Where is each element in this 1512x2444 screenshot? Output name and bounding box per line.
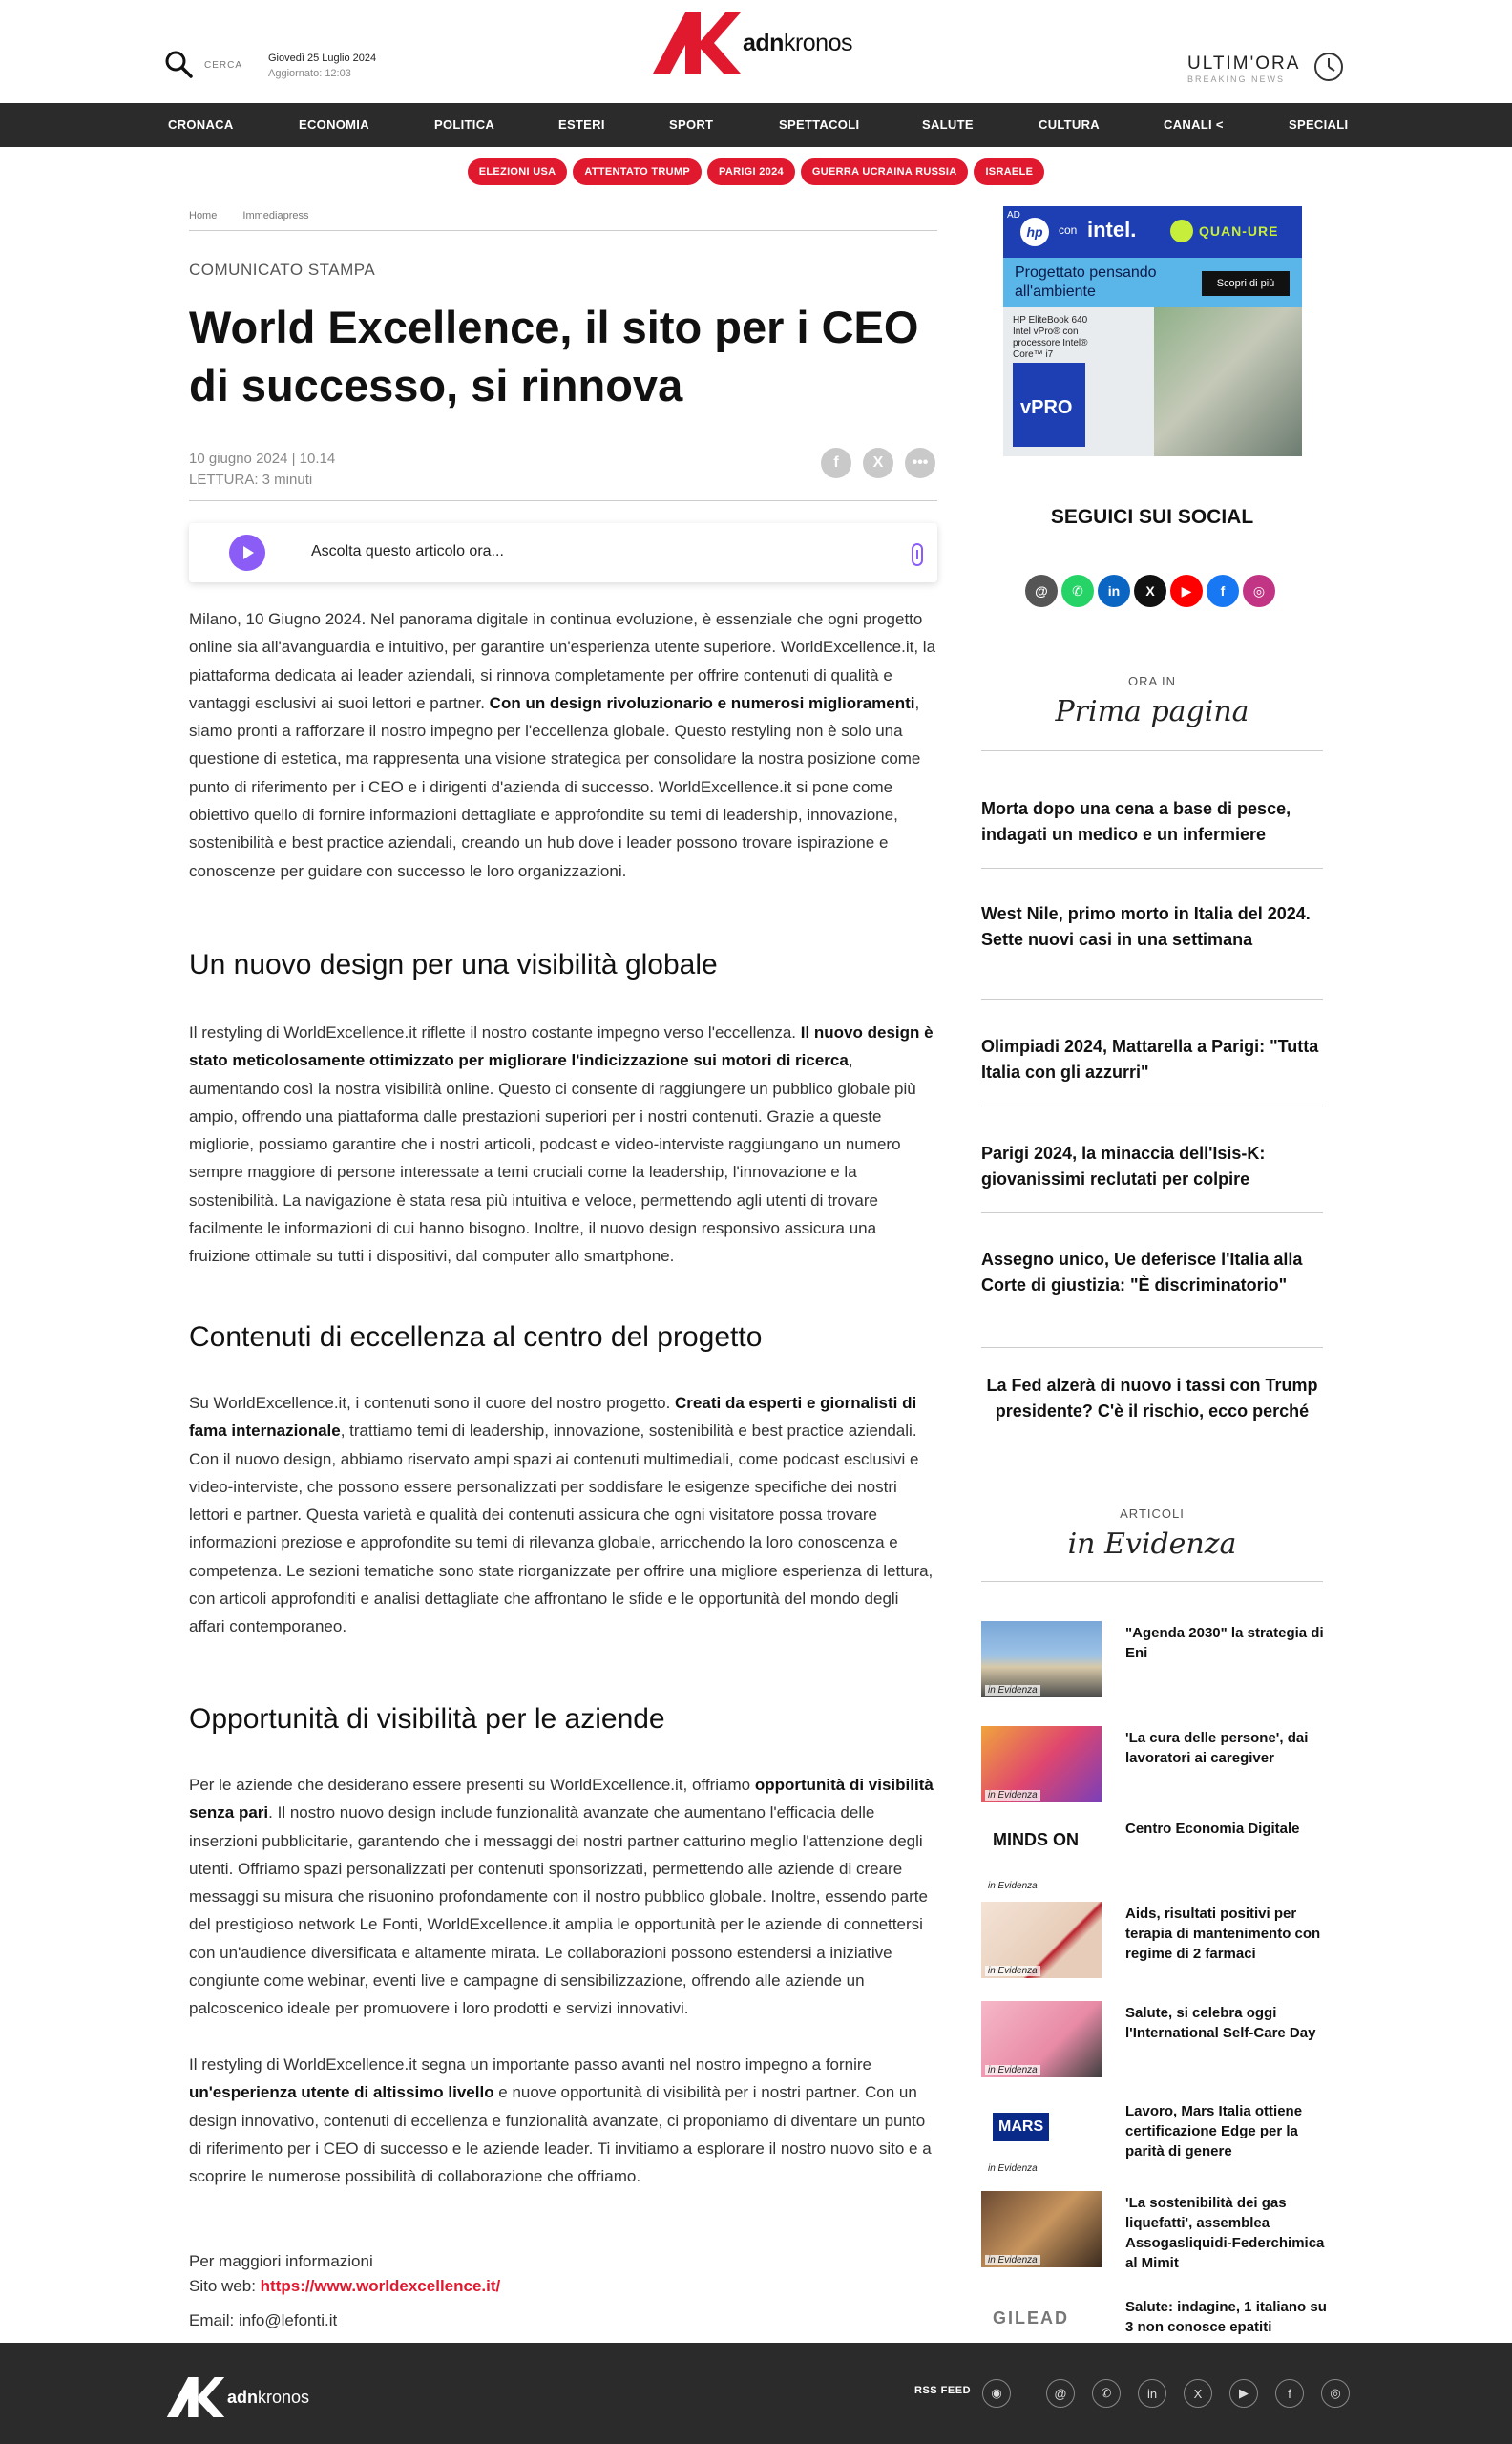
- article-title: World Excellence, il sito per i CEO di successo, si rinnova: [189, 302, 919, 411]
- website-label: Sito web:: [189, 2277, 261, 2295]
- evidenza-thumbnail[interactable]: [981, 1726, 1102, 1802]
- audio-player[interactable]: [189, 523, 937, 582]
- hot-topics: [0, 158, 1512, 185]
- threads-icon[interactable]: @: [1025, 575, 1058, 607]
- evidenza-title[interactable]: 'La sostenibilità dei gas liquefatti', assemblea Assogasliquidi-Federchimica al Mimit: [1125, 2195, 1325, 2271]
- evidenza-title[interactable]: Centro Economia Digitale: [1125, 1821, 1300, 1837]
- nav-item-politica[interactable]: POLITICA: [434, 117, 495, 132]
- contact-info: [189, 2249, 937, 2333]
- evidenza-title[interactable]: "Agenda 2030" la strategia di Eni: [1125, 1625, 1324, 1661]
- evidenza-badge: in Evidenza: [985, 1685, 1040, 1696]
- divider: [981, 999, 1323, 1000]
- rss-label[interactable]: RSS FEED: [914, 2385, 972, 2396]
- text-bold: Il nuovo design è stato meticolosamente ottimizzato per migliorare l'indicizzazione sui motori di ricerca: [189, 1023, 934, 1070]
- evidenza-thumbnail[interactable]: [981, 2191, 1102, 2267]
- evidenza-item[interactable]: [981, 2001, 1323, 2087]
- nav-item-economia[interactable]: ECONOMIA: [299, 117, 369, 132]
- evidenza-title[interactable]: Salute: indagine, 1 italiano su 3 non conosce epatiti: [1125, 2299, 1327, 2335]
- search-label[interactable]: CERCA: [204, 60, 243, 71]
- nav-item-salute[interactable]: SALUTE: [922, 117, 974, 132]
- evidenza-logo: MARS: [993, 2113, 1049, 2141]
- site-logo[interactable]: [653, 10, 852, 76]
- audio-brand-icon: [911, 542, 924, 567]
- evidenza-logo: MINDS ON: [993, 1830, 1079, 1849]
- evidenza-item[interactable]: [981, 1621, 1323, 1707]
- breadcrumb-home[interactable]: Home: [189, 210, 218, 221]
- site-header: [0, 0, 1512, 103]
- text-bold: un'esperienza utente di altissimo livello: [189, 2083, 494, 2102]
- evidenza-title[interactable]: Lavoro, Mars Italia ottiene certificazione Edge per la parità di genere: [1125, 2103, 1303, 2160]
- x-icon[interactable]: X: [1134, 575, 1166, 607]
- social-links: [1025, 575, 1275, 607]
- news-item[interactable]: Morta dopo una cena a base di pesce, indagati un medico e un infermiere: [981, 799, 1292, 844]
- paragraph-2: [189, 1019, 937, 1271]
- divider: [981, 1212, 1323, 1213]
- evidenza-thumbnail[interactable]: [981, 1817, 1102, 1893]
- evidenza-badge: in Evidenza: [985, 1966, 1040, 1976]
- footer-logo[interactable]: [166, 2377, 309, 2417]
- youtube-icon[interactable]: ▶: [1170, 575, 1203, 607]
- article-kicker: COMUNICATO STAMPA: [189, 261, 376, 279]
- ad-brand-con: con: [1059, 223, 1078, 237]
- ad-brand-intel: intel.: [1087, 218, 1137, 242]
- text-run: Il restyling di WorldExcellence.it riflette il nostro costante impegno verso l'eccellenza.: [189, 1023, 801, 1042]
- evidenza-logo: GILEAD: [993, 2308, 1070, 2328]
- ad-visual: [1003, 307, 1302, 456]
- evidenza-item[interactable]: [981, 1902, 1323, 1988]
- ad-tag: AD: [1007, 210, 1020, 221]
- ad-brand-quanture: QUAN-URE: [1199, 223, 1279, 239]
- text-bold: opportunità di visibilità senza pari: [189, 1776, 934, 1822]
- evidenza-title[interactable]: Aids, risultati positivi per terapia di mantenimento con regime di 2 farmaci: [1125, 1906, 1321, 1962]
- evidenza-badge: in Evidenza: [985, 1790, 1040, 1801]
- section-heading: Un nuovo design per una visibilità globale: [189, 949, 718, 980]
- text-run: , trattiamo temi di leadership, innovazione, sostenibilità e best practice aziendali. Con il nuovo design, abbiamo riservato ampi spazi ai contenuti multimediali, come podcast esclusivi e video-interviste, che possono essere personalizzati per soddisfare le esigenze specifiche dei nostri lettori e partner. Questa varietà e qualità dei contenuti assicura che ogni visitatore possa trovare informazioni preziose e approfondite su temi di rilevanza globale, arricchendo la loro conoscenza e competenza. Le sezioni tematiche sono state riorganizzate per offrire una migliore esperienza di lettura, con articoli approfonditi e analisi dettagliate che affrontano le sfide e le opportunità del mondo degli affari contemporaneo.: [189, 1422, 934, 1636]
- audio-label: Ascolta questo articolo ora...: [311, 543, 504, 559]
- reading-time: LETTURA: 3 minuti: [189, 472, 313, 488]
- logo-text-bold: adn: [743, 29, 784, 56]
- evidenza-thumbnail[interactable]: [981, 1902, 1102, 1978]
- evidenza-badge: in Evidenza: [985, 2255, 1040, 2265]
- topic-pill[interactable]: ELEZIONI USA: [468, 158, 568, 185]
- breaking-title: ULTIM'ORA: [1187, 53, 1301, 74]
- evidenza-badge: in Evidenza: [985, 1881, 1040, 1891]
- quanture-logo-icon: [1170, 220, 1193, 242]
- ad-brand-bar: [1003, 206, 1302, 258]
- divider: [981, 1347, 1323, 1348]
- topic-pill[interactable]: PARIGI 2024: [707, 158, 795, 185]
- text-run: , aumentando così la nostra visibilità online. Questo ci consente di raggiungere un pubblico globale più ampio, offrendo una piattaforma dalle prestazioni superiori per i nostri contenuti. Grazie a queste migliorie, possiamo garantire che i nostri articoli, podcast e video-interviste raggiungano un numero sempre maggiore di persone interessate a temi cruciali come la leadership, l'innovazione e la sostenibilità. La navigazione è stata resa più intuitiva e veloce, permettendo agli utenti di trovare facilmente le informazioni di cui hanno bisogno. Inoltre, il nuovo design responsivo assicura una fruizione ottimale su tutti i dispositivi, dal computer allo smartphone.: [189, 1051, 916, 1266]
- news-item[interactable]: Assegno unico, Ue deferisce l'Italia alla Corte di giustizia: "È discriminatorio": [981, 1250, 1303, 1295]
- evidenza-title: in Evidenza: [1067, 1528, 1237, 1561]
- whatsapp-icon[interactable]: ✆: [1061, 575, 1094, 607]
- evidenza-title[interactable]: 'La cura delle persone', dai lavoratori ai caregiver: [1125, 1730, 1309, 1766]
- adnkronos-logo-icon: [653, 12, 741, 74]
- share-more-icon[interactable]: •••: [905, 448, 935, 478]
- divider: [189, 500, 937, 501]
- evidenza-item[interactable]: [981, 1726, 1323, 1812]
- breadcrumb-section[interactable]: Immediapress: [242, 210, 309, 221]
- share-x-icon[interactable]: X: [863, 448, 893, 478]
- article-meta: [189, 449, 335, 491]
- ad-headline-bar: [1003, 258, 1302, 307]
- nav-item-cronaca[interactable]: CRONACA: [168, 117, 234, 132]
- news-item[interactable]: Olimpiadi 2024, Mattarella a Parigi: "Tutta Italia con gli azzurri": [981, 1037, 1319, 1082]
- evidenza-title[interactable]: Salute, si celebra oggi l'International Self-Care Day: [1125, 2005, 1316, 2041]
- website-line: [189, 2274, 937, 2299]
- youtube-icon[interactable]: ▶: [1229, 2379, 1258, 2408]
- current-date: Giovedì 25 Luglio 2024: [268, 53, 377, 64]
- x-icon[interactable]: X: [1184, 2379, 1212, 2408]
- main-nav: [0, 103, 1512, 147]
- threads-icon[interactable]: @: [1046, 2379, 1075, 2408]
- text-run: Su WorldExcellence.it, i contenuti sono il cuore del nostro progetto.: [189, 1394, 676, 1412]
- divider: [981, 1581, 1323, 1582]
- paragraph-1: [189, 605, 937, 885]
- text-bold: Creati da esperti e giornalisti di fama internazionale: [189, 1394, 917, 1441]
- text-run: Milano, 10 Giugno 2024. Nel panorama digitale in continua evoluzione, è essenziale che ogni progetto online sia all'avanguardia e intuitivo, per garantire un'esperienza utente superiore. WorldExcellence.it, la piattaforma dedicata ai leader aziendali, si rinnova completamente per offrire contenuti di qualità e vantaggi esclusivi ai suoi lettori e partner.: [189, 610, 936, 712]
- info-label: Per maggiori informazioni: [189, 2252, 373, 2270]
- ad-product-text: HP EliteBook 640 Intel vPro® con processore Intel® Core™ i7: [1013, 315, 1088, 360]
- site-footer: [0, 2343, 1512, 2444]
- logo-text-light: kronos: [783, 29, 852, 56]
- footer-logo-text: [227, 2388, 309, 2408]
- section-heading: Contenuti di eccellenza al centro del progetto: [189, 1321, 763, 1353]
- evidenza-thumbnail[interactable]: [981, 2001, 1102, 2077]
- text-run: , siamo pronti a rafforzare il nostro impegno per l'eccellenza globale. Questo restyling non è solo una questione di estetica, ma rappresenta una visione strategica per consolidare la nostra posizione come punto di riferimento per i CEO e i dirigenti d'azienda di successo. WorldExcellence.it si pone come obiettivo quello di fornire informazioni dettagliate e approfondite su temi di leadership, innovazione, sostenibilità e best practice aziendali, creando un hub dove i leader possono trovare ispirazione e conoscenze per guidare con successo le loro organizzazioni.: [189, 693, 921, 880]
- hp-logo-icon: hp: [1020, 218, 1049, 246]
- search-icon[interactable]: [162, 48, 195, 80]
- instagram-icon[interactable]: ◎: [1321, 2379, 1350, 2408]
- evidenza-thumbnail[interactable]: [981, 1621, 1102, 1697]
- ad-cta-button[interactable]: Scopri di più: [1202, 271, 1290, 296]
- text-run: . Il nostro nuovo design include funzionalità avanzate che aumentano l'efficacia delle inserzioni pubblicitarie, garantendo che i messaggi dei nostri partner catturino meglio l'attenzione degli utenti. Offriamo spazi personalizzati per contenuti sponsorizzati, permettendo alle aziende di creare messaggi su misura che risuonino profondamente con il nostro pubblico globale. Inoltre, essendo parte del prestigioso network Le Fonti, WorldExcellence.it amplia le opportunità per le aziende di connettersi con un'audience diversificata e altamente mirata. Le collaborazioni possono estendersi a iniziative congiunte come webinar, eventi live e campagne di sensibilizzazione, offrendo alle aziende un palcoscenico ideale per promuovere i loro prodotti e servizi innovativi.: [189, 1803, 928, 2018]
- breaking-subtitle: BREAKING NEWS: [1187, 74, 1286, 84]
- updated-time: Aggiornato: 12:03: [268, 68, 351, 79]
- breadcrumb: [189, 210, 937, 231]
- divider: [981, 750, 1323, 751]
- divider: [981, 868, 1323, 869]
- clock-icon[interactable]: [1313, 52, 1344, 82]
- news-item[interactable]: La Fed alzerà di nuovo i tassi con Trump presidente? C'è il rischio, ecco perché: [986, 1376, 1318, 1421]
- topic-pill[interactable]: ISRAELE: [974, 158, 1044, 185]
- play-icon[interactable]: [229, 535, 265, 571]
- paragraph-5: [189, 2051, 937, 2190]
- prima-kicker: ORA IN: [1127, 674, 1177, 688]
- social-title: SEGUICI SUI SOCIAL: [1050, 506, 1254, 528]
- linkedin-icon[interactable]: in: [1138, 2379, 1166, 2408]
- evidenza-thumbnail[interactable]: [981, 2099, 1102, 2176]
- logo-text-light: kronos: [258, 2387, 310, 2407]
- vpro-text: vPRO: [1020, 397, 1073, 418]
- nav-item-speciali[interactable]: SPECIALI: [1289, 117, 1349, 132]
- ad-headline: Progettato pensando all'ambiente: [1015, 264, 1157, 300]
- topic-pill[interactable]: GUERRA UCRAINA RUSSIA: [801, 158, 969, 185]
- facebook-icon[interactable]: f: [1275, 2379, 1304, 2408]
- evidenza-badge: in Evidenza: [985, 2065, 1040, 2075]
- email-line: Email: info@lefonti.it: [189, 2311, 338, 2329]
- text-bold: Con un design rivoluzionario e numerosi miglioramenti: [489, 693, 915, 712]
- prima-title: Prima pagina: [1055, 695, 1250, 728]
- nav-item-cultura[interactable]: CULTURA: [1039, 117, 1100, 132]
- logo-text: [743, 30, 852, 57]
- nav-item-sport[interactable]: SPORT: [669, 117, 714, 132]
- text-run: e nuove opportunità di visibilità per i nostri partner. Con un design innovativo, contenuti di eccellenza e funzionalità avanzate, ci proponiamo di diventare un punto di riferimento per i CEO di successo e le aziende leader. Ti invitiamo a esplorare il nostro nuovo sito e a scoprire le numerose possibilità di collaborazione che offriamo.: [189, 2083, 932, 2186]
- news-item[interactable]: West Nile, primo morto in Italia del 2024. Sette nuovi casi in una settimana: [981, 904, 1311, 949]
- paragraph-4: [189, 1771, 937, 2023]
- facebook-icon[interactable]: f: [1207, 575, 1239, 607]
- advertisement-banner[interactable]: [1003, 206, 1302, 456]
- website-link[interactable]: https://www.worldexcellence.it/: [260, 2277, 501, 2295]
- logo-text-bold: adn: [227, 2387, 259, 2407]
- text-run: Il restyling di WorldExcellence.it segna un importante passo avanti nel nostro impegno a fornire: [189, 2055, 872, 2074]
- paragraph-3: [189, 1389, 937, 1641]
- nav-item-esteri[interactable]: ESTERI: [558, 117, 605, 132]
- nav-item-spettacoli[interactable]: SPETTACOLI: [779, 117, 860, 132]
- whatsapp-icon[interactable]: ✆: [1092, 2379, 1121, 2408]
- breaking-news-link[interactable]: [1187, 53, 1300, 84]
- text-run: Per le aziende che desiderano essere presenti su WorldExcellence.it, offriamo: [189, 1776, 755, 1794]
- article-date: 10 giugno 2024 | 10.14: [189, 451, 336, 467]
- evidenza-item[interactable]: [981, 2191, 1323, 2277]
- evidenza-item[interactable]: [981, 2099, 1323, 2185]
- evidenza-kicker: ARTICOLI: [1120, 1506, 1185, 1521]
- linkedin-icon[interactable]: in: [1098, 575, 1130, 607]
- evidenza-badge: in Evidenza: [985, 2163, 1040, 2174]
- news-item[interactable]: Parigi 2024, la minaccia dell'Isis-K: giovanissimi reclutati per colpire: [981, 1144, 1266, 1189]
- evidenza-item[interactable]: [981, 1817, 1323, 1903]
- date-box: [268, 51, 376, 81]
- adnkronos-logo-icon: [166, 2377, 225, 2417]
- share-facebook-icon[interactable]: f: [821, 448, 851, 478]
- section-heading: Opportunità di visibilità per le aziende: [189, 1703, 665, 1735]
- ad-photo: [1154, 307, 1302, 456]
- topic-pill[interactable]: ATTENTATO TRUMP: [573, 158, 702, 185]
- nav-item-canali[interactable]: CANALI <: [1164, 117, 1224, 132]
- vpro-badge: [1013, 363, 1085, 447]
- instagram-icon[interactable]: ◎: [1243, 575, 1275, 607]
- rss-icon[interactable]: ◉: [982, 2379, 1011, 2408]
